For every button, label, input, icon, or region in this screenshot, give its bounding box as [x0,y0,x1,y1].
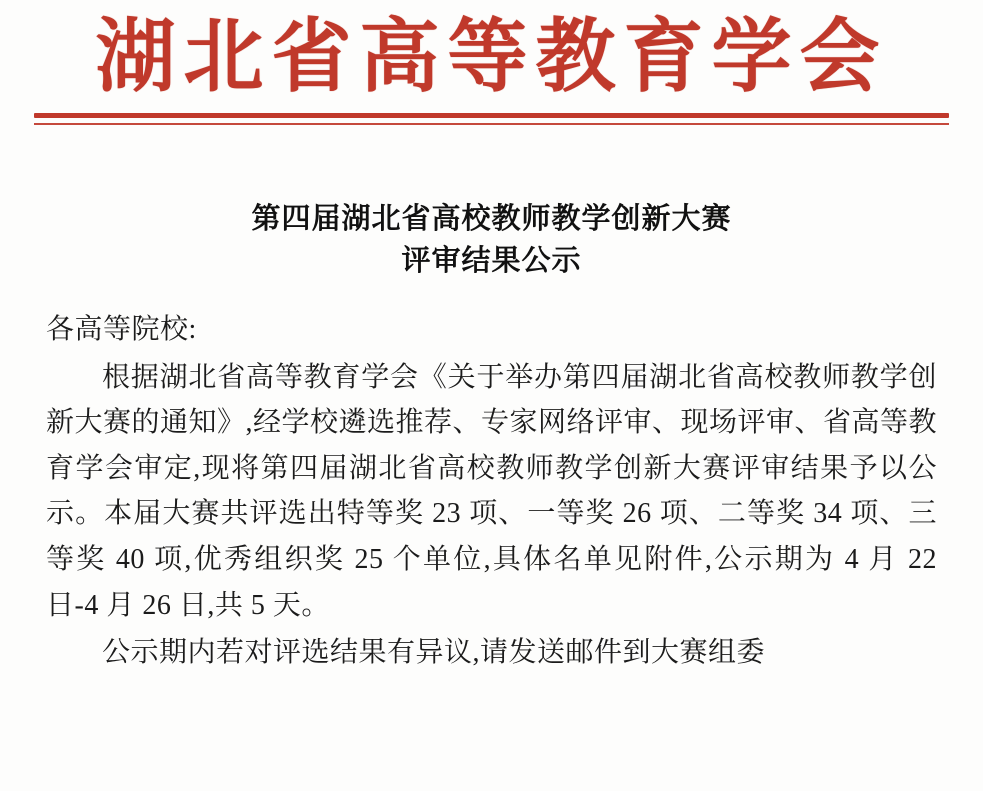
body-paragraph-1: 根据湖北省高等教育学会《关于举办第四届湖北省高校教师教学创新大赛的通知》,经学校遴选推荐、专家网络评审、现场评审、省高等教育学会审定,现将第四届湖北省高校教师教学创新大赛评审结果予以公示。本届大赛共评选出特等奖 23 项、一等奖 26 项、二等奖 34 项、三等奖 40 项,优秀组织奖 25 个单位,具体名单见附件,公示期为 4 月 22 日-4 月 26 日,共 5 天。 [46,361,938,621]
body-paragraph-2: 公示期内若对评选结果有异议,请发送邮件到大赛组委 [102,637,766,669]
letterhead [0,0,983,103]
page-title-line-2: 评审结果公示 [401,242,582,277]
organization-name: 湖北省高等教育学会 [95,9,888,103]
letterhead-divider [34,113,949,125]
page-title [0,197,983,281]
divider-thin-line [34,123,949,125]
page-title-line-1: 第四届湖北省高校教师教学创新大赛 [251,200,732,235]
document-body [46,307,937,676]
salutation: 各高等院校: [46,313,197,345]
divider-thick-line [34,113,949,118]
